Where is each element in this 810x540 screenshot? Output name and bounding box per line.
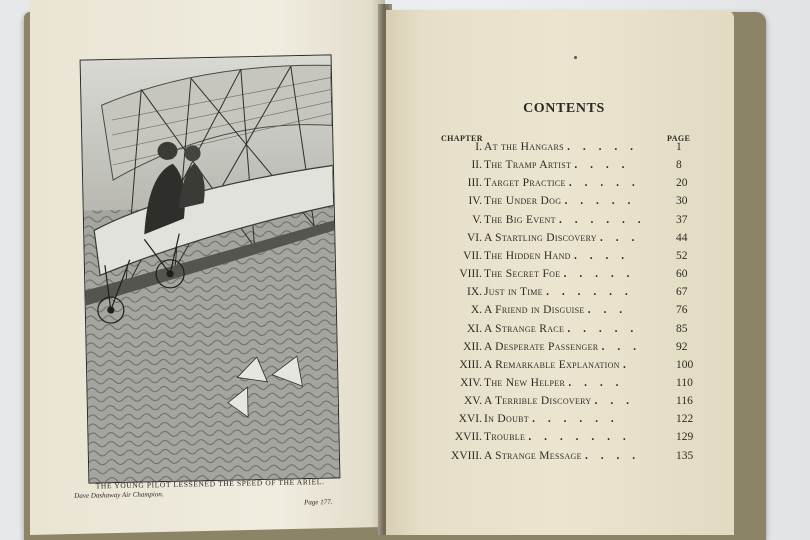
leader-dots: . . . [594,395,634,408]
toc-row [386,341,734,359]
chapter-title [484,250,629,262]
chapter-title-text: A Strange Race [484,322,565,335]
chapter-title-text: The Secret Foe [484,268,561,281]
chapter-title [484,304,627,316]
chapter-number: X. [470,304,482,317]
leader-dots: . . . [587,304,628,317]
toc-row [386,159,734,177]
table-of-contents [386,10,734,530]
toc-row [386,359,734,377]
chapter-title-text: A Strange Message [484,449,582,462]
chapter-page: 8 [676,159,682,172]
toc-row [386,431,734,449]
chapter-title [484,341,641,353]
chapter-title-text: A Friend in Disguise [484,304,585,317]
leader-dots: . . . . . [564,195,636,208]
chapter-number: VI. [466,231,482,244]
toc-row [386,304,734,322]
chapter-title-text: The New Helper [484,376,566,389]
toc-row [386,413,734,431]
chapter-header: CHAPTER [441,134,483,143]
chapter-number: IV. [468,195,482,208]
chapter-title [484,395,634,407]
chapter-title [484,323,638,335]
chapter-title [484,268,635,280]
chapter-page: 76 [676,304,688,317]
page-header: PAGE [667,134,691,143]
chapter-title-text: At the Hangars [484,141,564,153]
chapter-title-text: Trouble [484,431,526,444]
chapter-title-text: The Big Event [484,213,556,226]
chapter-page: 20 [676,177,688,190]
chapter-title-text: Just in Time [484,286,543,299]
chapter-number: XIV. [460,376,482,389]
toc-row [386,268,734,286]
chapter-page: 100 [676,358,694,371]
chapter-page: 122 [676,413,694,426]
chapter-number: XVII. [454,431,482,444]
chapter-number: XIII. [459,358,482,371]
chapter-title [484,377,623,389]
caption-book-title: Dave Dashaway Air Champion. [74,490,164,500]
toc-row [386,323,734,341]
caption-text: THE YOUNG PILOT LESSENED THE SPEED OF THE ARIEL. [95,477,325,491]
toc-row [386,250,734,268]
chapter-title-text: A Desperate Passenger [484,340,599,353]
leader-dots: . . . . [574,159,630,172]
chapter-title-text: A Terrible Discovery [484,395,592,408]
contents-title: CONTENTS [523,101,605,116]
chapter-number: XII. [463,340,482,353]
chapter-title [484,413,619,425]
leader-dots: . . . [601,340,641,353]
chapter-title-text: The Under Dog [484,195,562,208]
chapter-number: XVIII. [451,449,482,462]
chapter-number: XVI. [458,413,482,426]
chapter-number: II. [471,159,482,172]
chapter-title-text: A Startling Discovery [484,231,597,244]
chapter-number: XV. [463,395,482,408]
page-mark [574,56,577,59]
chapter-title-text: In Doubt [484,413,529,426]
toc-row [386,195,734,213]
leader-dots: . . . . . . [532,413,619,426]
chapter-title [484,286,633,298]
chapter-number: XI. [466,322,482,335]
toc-row [386,286,734,304]
chapter-page: 44 [676,231,688,244]
chapter-number: V. [472,213,482,226]
chapter-page: 85 [676,322,688,335]
chapter-page: 67 [676,286,688,299]
chapter-title [484,232,639,244]
leader-dots: . . . [600,231,640,244]
leader-dots: . [622,358,631,371]
chapter-page: 1 [676,141,682,153]
leader-dots: . . . . [573,249,630,262]
chapter-title-text: A Remarkable Explanation [484,358,620,371]
leader-dots: . . . . . . [559,213,646,226]
chapter-title [484,214,646,226]
chapter-page: 116 [676,395,693,408]
caption-page-ref: Page 177. [303,497,333,507]
chapter-number: I. [475,141,482,153]
leader-dots: . . . . . [567,322,639,335]
leader-dots: . . . . [585,449,641,462]
toc-row [386,450,734,468]
chapter-page: 60 [676,268,688,281]
chapter-title [484,159,629,171]
chapter-title-text: The Hidden Hand [484,249,571,262]
chapter-page: 30 [676,195,688,208]
chapter-number: IX. [466,286,482,299]
leader-dots: . . . . . [568,177,640,190]
chapter-title [484,431,631,443]
chapter-page: 52 [676,249,688,262]
toc-row [386,214,734,232]
chapter-number: III. [467,177,482,190]
chapter-page: 129 [676,431,694,444]
chapter-title-text: The Tramp Artist [484,159,572,172]
leader-dots: . . . . [568,376,624,389]
chapter-title [484,359,631,371]
toc-row [386,395,734,413]
chapter-title [484,195,635,207]
toc-row [386,232,734,250]
chapter-title [484,450,640,462]
chapter-page: 135 [676,449,694,462]
leader-dots: . . . . . [567,141,638,153]
leader-dots: . . . . . [563,268,635,281]
chapter-page: 37 [676,213,688,226]
chapter-number: VIII. [459,268,482,281]
toc-row [386,177,734,195]
chapter-title [484,141,638,153]
chapter-page: 92 [676,340,688,353]
leader-dots: . . . . . . . [528,431,631,444]
toc-row [386,141,734,159]
chapter-title-text: Target Practice [484,177,566,190]
leader-dots: . . . . . . [546,286,633,299]
chapter-title [484,177,640,189]
chapter-number: VII. [463,249,482,262]
frontispiece-illustration [80,54,341,483]
chapter-page: 110 [676,376,693,389]
toc-row [386,377,734,395]
